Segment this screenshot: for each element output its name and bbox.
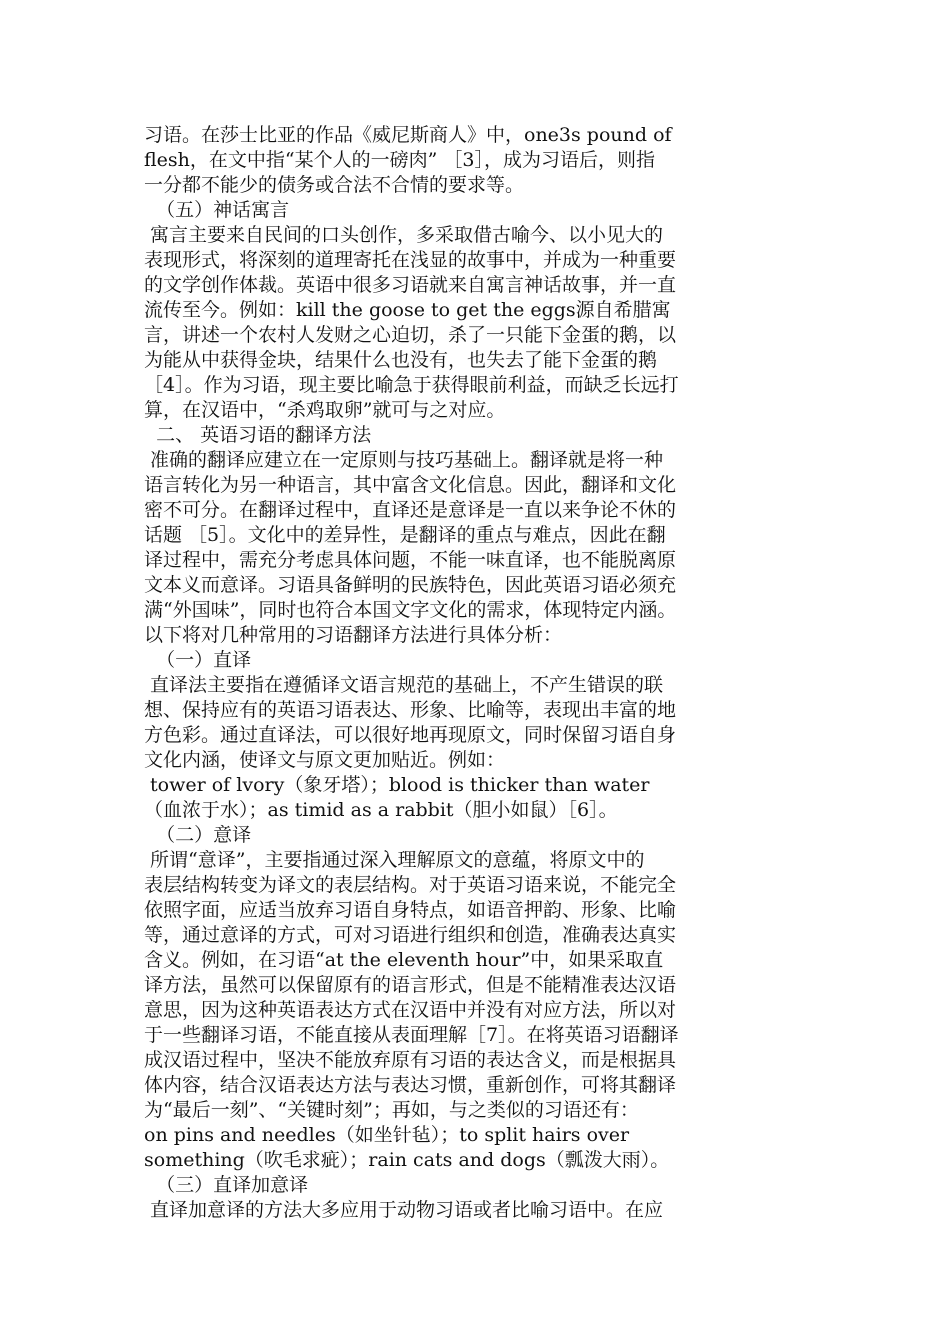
text-line: 想、保持应有的英语习语表达、形象、比喻等，表现出丰富的地: [144, 699, 677, 721]
text-line: 含义。例如，在习语“at the eleventh hour”中，如果采取直: [144, 949, 664, 971]
text-line: 一分都不能少的债务或合法不合情的要求等。: [144, 174, 525, 196]
text-line: （三）直译加意译: [144, 1174, 309, 1196]
text-line: 为“最后一刻”、“关键时刻”；再如，与之类似的习语还有：: [144, 1099, 639, 1121]
text-line: 成汉语过程中，坚决不能放弃原有习语的表达含义，而是根据具: [144, 1049, 677, 1071]
text-line: 满“外国味”，同时也符合本国文字文化的需求，体现特定内涵。: [144, 599, 677, 621]
text-line: 以下将对几种常用的习语翻译方法进行具体分析：: [144, 624, 563, 646]
text-line: 密不可分。在翻译过程中，直译还是意译是一直以来争论不休的: [144, 499, 677, 521]
text-line: 寓言主要来自民间的口头创作，多采取借古喻今、以小见大的: [144, 224, 664, 246]
text-line: （血浓于水）；as timid as a rabbit（胆小如鼠）［6］。: [144, 799, 618, 821]
text-line: 直译加意译的方法大多应用于动物习语或者比喻习语中。在应: [144, 1199, 664, 1221]
text-line: tower of lvory（象牙塔）；blood is thicker than water: [144, 774, 650, 796]
text-line: 语言转化为另一种语言，其中富含文化信息。因此，翻译和文化: [144, 474, 677, 496]
text-line: 习语。在莎士比亚的作品《威尼斯商人》中，one3s pound of: [144, 124, 672, 146]
text-line: 算，在汉语中，“杀鸡取卵”就可与之对应。: [144, 399, 506, 421]
text-line: 二、 英语习语的翻译方法: [144, 424, 372, 446]
text-line: 等，通过意译的方式，可对习语进行组织和创造，准确表达真实: [144, 924, 677, 946]
text-line: 为能从中获得金块，结果什么也没有，也失去了能下金蛋的鹅: [144, 349, 658, 371]
text-line: 话题 ［5］。文化中的差异性，是翻译的重点与难点，因此在翻: [144, 524, 666, 546]
text-line: 言，讲述一个农村人发财之心迫切，杀了一只能下金蛋的鹅，以: [144, 324, 677, 346]
text-line: 文本义而意译。习语具备鲜明的民族特色，因此英语习语必须充: [144, 574, 677, 596]
text-line: flesh，在文中指“某个人的一磅肉” ［3］，成为习语后，则指: [144, 149, 655, 171]
text-line: 意思，因为这种英语表达方式在汉语中并没有对应方法，所以对: [144, 999, 677, 1021]
text-line: 直译法主要指在遵循译文语言规范的基础上，不产生错误的联: [144, 674, 664, 696]
text-line: 所谓“意译”，主要指通过深入理解原文的意蕴，将原文中的: [144, 849, 645, 871]
text-line: （二）意译: [144, 824, 252, 846]
text-line: 流传至今。例如：kill the goose to get the eggs源自希腊寓: [144, 299, 671, 321]
text-line: （五）神话寓言: [144, 199, 290, 221]
text-line: 体内容，结合汉语表达方法与表达习惯，重新创作，可将其翻译: [144, 1074, 677, 1096]
text-line: 文化内涵，使译文与原文更加贴近。例如：: [144, 749, 506, 771]
text-line: 方色彩。通过直译法，可以很好地再现原文，同时保留习语自身: [144, 724, 677, 746]
text-line: 表层结构转变为译文的表层结构。对于英语习语来说，不能完全: [144, 874, 677, 896]
text-line: 表现形式，将深刻的道理寄托在浅显的故事中，并成为一种重要: [144, 249, 677, 271]
text-line: （一）直译: [144, 649, 252, 671]
text-line: 译方法，虽然可以保留原有的语言形式，但是不能精准表达汉语: [144, 974, 677, 996]
text-line: 译过程中，需充分考虑具体问题，不能一味直译，也不能脱离原: [144, 549, 677, 571]
text-line: 准确的翻译应建立在一定原则与技巧基础上。翻译就是将一种: [144, 449, 664, 471]
text-line: something（吹毛求疵）；rain cats and dogs（瓢泼大雨）。: [144, 1149, 670, 1171]
text-line: 的文学创作体裁。英语中很多习语就来自寓言神话故事，并一直: [144, 274, 677, 296]
text-line: ［4］。作为习语，现主要比喻急于获得眼前利益，而缺乏长远打: [144, 374, 679, 396]
text-line: 依照字面，应适当放弃习语自身特点，如语音押韵、形象、比喻: [144, 899, 677, 921]
body-text: [144, 123, 794, 1223]
text-line: 于一些翻译习语，不能直接从表面理解［7］。在将英语习语翻译: [144, 1024, 679, 1046]
text-line: on pins and needles（如坐针毡）；to split hairs over: [144, 1124, 630, 1146]
